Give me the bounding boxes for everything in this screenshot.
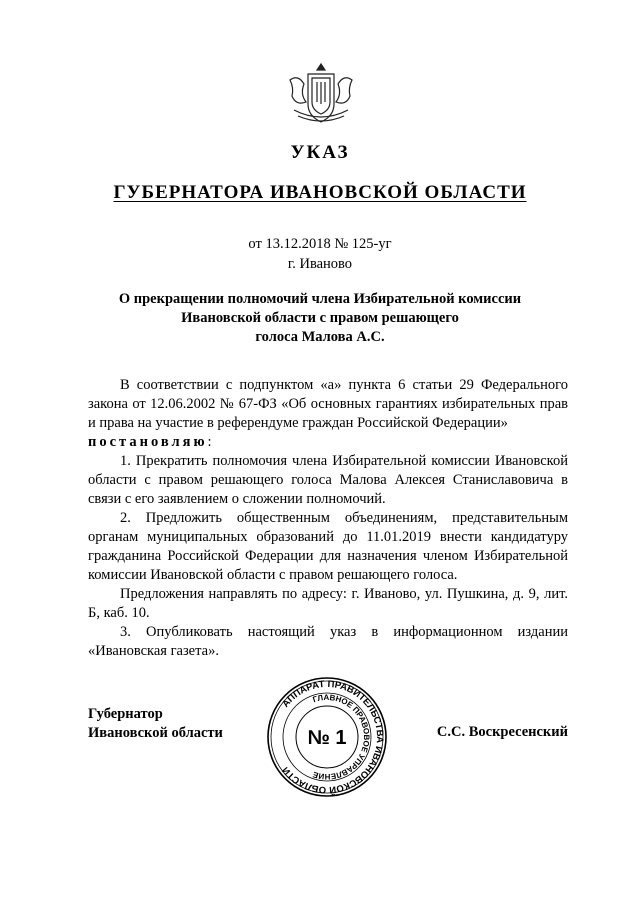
item-1-paragraph: 1. Прекратить полномочия члена Избирательной комиссии Ивановской области с правом решающего голоса Малова Алексея Станиславовича в связи с его заявлением о сложении полномочий. [88, 453, 568, 507]
address-paragraph: Предложения направлять по адресу: г. Иваново, ул. Пушкина, д. 9, лит. Б, каб. 10. [88, 586, 568, 621]
decree-subject [100, 290, 540, 347]
decree-word: постановляю [88, 434, 208, 450]
decree-word-line [88, 433, 568, 452]
stamp-inner-text: ГЛАВНОЕ ПРАВОВОЕ УПРАВЛЕНИЕ [311, 692, 372, 782]
city-line: г. Иваново [287, 256, 353, 272]
subject-line-2: Ивановской области с правом решающего [181, 310, 459, 326]
decree-body [88, 376, 568, 661]
official-seal-stamp [266, 676, 388, 798]
position-line-2: Ивановской области [88, 725, 223, 741]
preamble-paragraph: В соответствии с подпунктом «а» пункта 6 статьи 29 Федерального закона от 12.06.2002 № 67-ФЗ «Об основных гарантиях избирательных прав и права на участие в референдуме граждан Российской Федерации» [88, 377, 568, 431]
item-3-paragraph: 3. Опубликовать настоящий указ в информационном издании «Ивановская газета». [88, 624, 568, 659]
item-2-paragraph: 2. Предложить общественным объединениям, представительным органам муниципальных образований до 11.01.2019 внести кандидатуру гражданина Российской Федерации для назначения членом Избирательной комиссии Ивановской области с правом решающего голоса. [88, 510, 568, 583]
stamp-ring-text: АППАРАТ ПРАВИТЕЛЬСТВА ИВАНОВСКОЙ ОБЛАСТИ [280, 678, 386, 796]
coat-of-arms-emblem [286, 60, 356, 126]
signatory-name: С.С. Воскресенский [436, 724, 568, 740]
signatory-position [88, 705, 223, 743]
subject-line-1: О прекращении полномочий члена Избирательной комиссии [118, 291, 522, 307]
date-number-line: от 13.12.2018 № 125-уг [248, 236, 392, 252]
document-type-title: УКАЗ [290, 142, 350, 163]
issuer-title: ГУБЕРНАТОРА ИВАНОВСКОЙ ОБЛАСТИ [113, 182, 527, 203]
subject-line-3: голоса Малова А.С. [255, 329, 385, 345]
stamp-number: № 1 [307, 727, 347, 749]
decree-colon: : [207, 434, 212, 450]
position-line-1: Губернатор [88, 706, 163, 722]
